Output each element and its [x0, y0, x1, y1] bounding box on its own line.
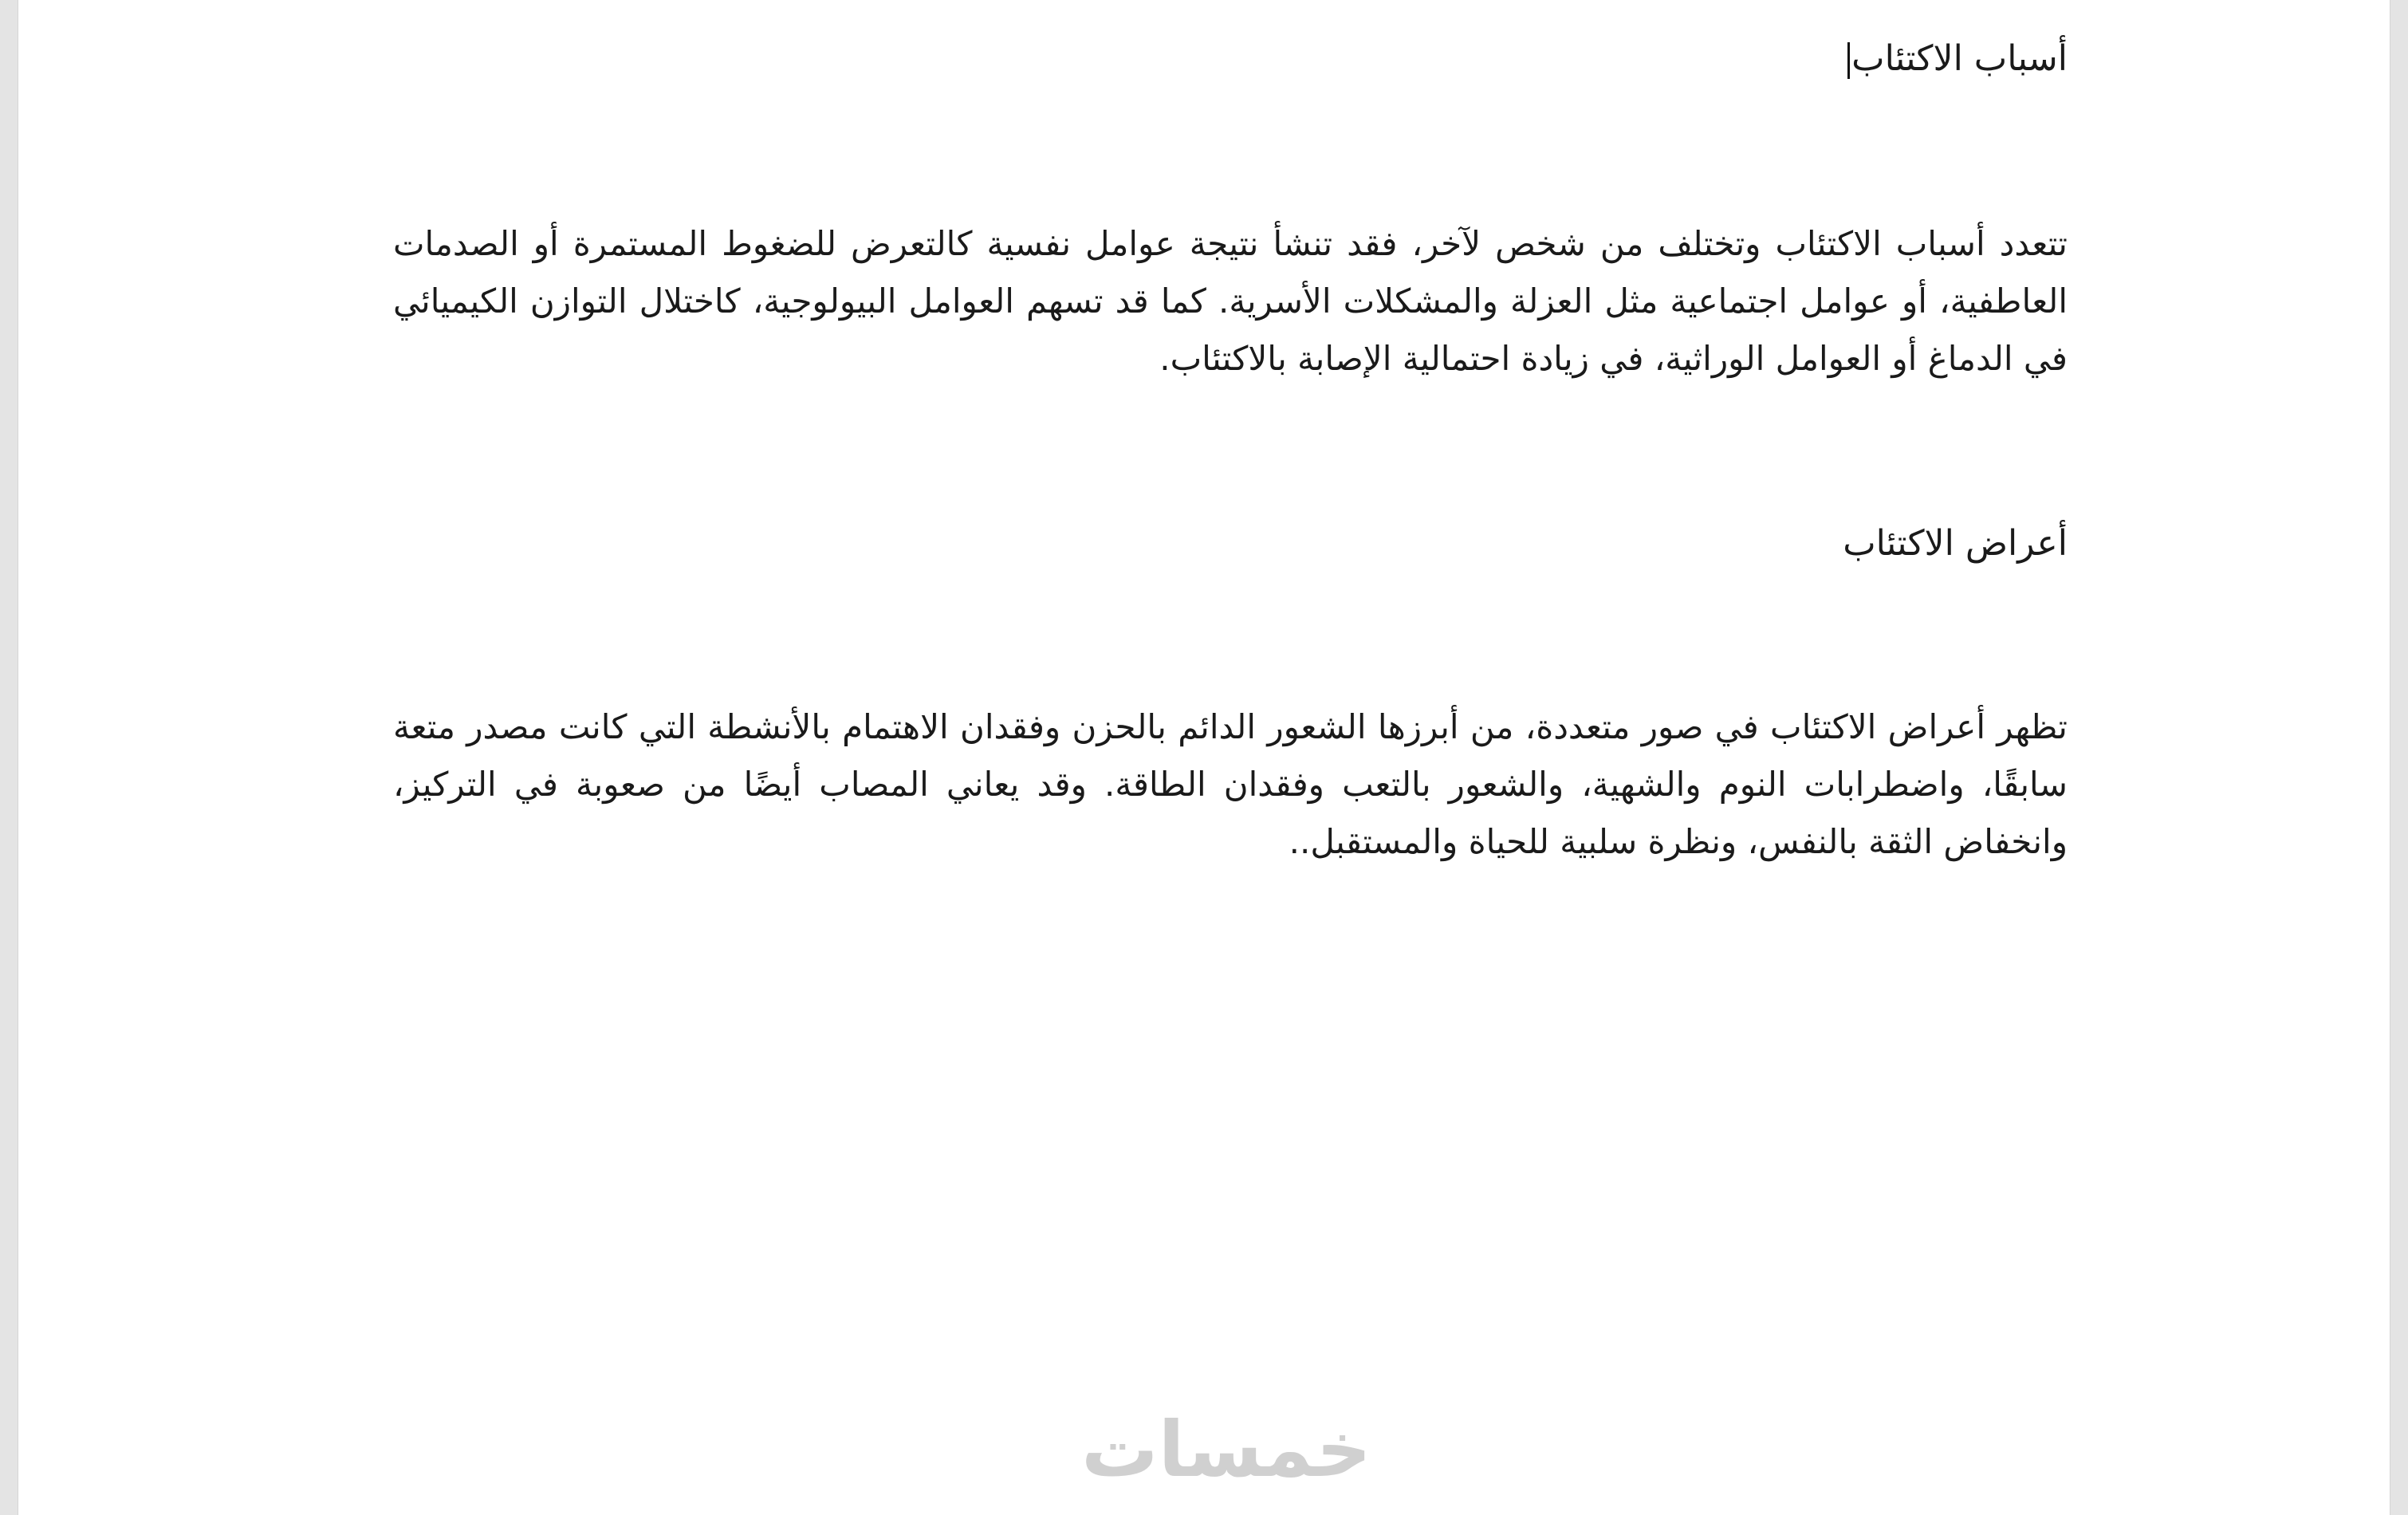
heading-text: أعراض الاكتئاب [1843, 523, 2068, 564]
section-heading-symptoms[interactable] [393, 520, 2068, 568]
khamsat-watermark-logo: خمسات [1081, 1405, 1371, 1494]
section-paragraph-symptoms[interactable]: تظهر أعراض الاكتئاب في صور متعددة، من أبرزها الشعور الدائم بالحزن وفقدان الاهتمام بالأنشطة التي كانت مصدر متعة سابقًا، واضطرابات النوم والشهية، والشعور بالتعب وفقدان الطاقة. وقد يعاني المصاب أيضًا من صعوبة في التركيز، وانخفاض الثقة بالنفس، ونظرة سلبية للحياة والمستقبل.. [393, 707, 2068, 861]
section-heading-causes[interactable] [393, 35, 2068, 83]
document-page[interactable] [18, 0, 2390, 1515]
text-cursor [1847, 42, 1850, 79]
heading-text: أسباب الاكتئاب [1851, 38, 2068, 79]
right-gutter [2390, 0, 2408, 1515]
left-gutter [0, 0, 18, 1515]
section-paragraph-causes[interactable]: تتعدد أسباب الاكتئاب وتختلف من شخص لآخر، فقد تنشأ نتيجة عوامل نفسية كالتعرض للضغوط المستمرة أو الصدمات العاطفية، أو عوامل اجتماعية مثل العزلة والمشكلات الأسرية. كما قد تسهم العوامل البيولوجية، كاختلال التوازن الكيميائي في الدماغ أو العوامل الوراثية، في زيادة احتمالية الإصابة بالاكتئاب. [393, 224, 2068, 378]
